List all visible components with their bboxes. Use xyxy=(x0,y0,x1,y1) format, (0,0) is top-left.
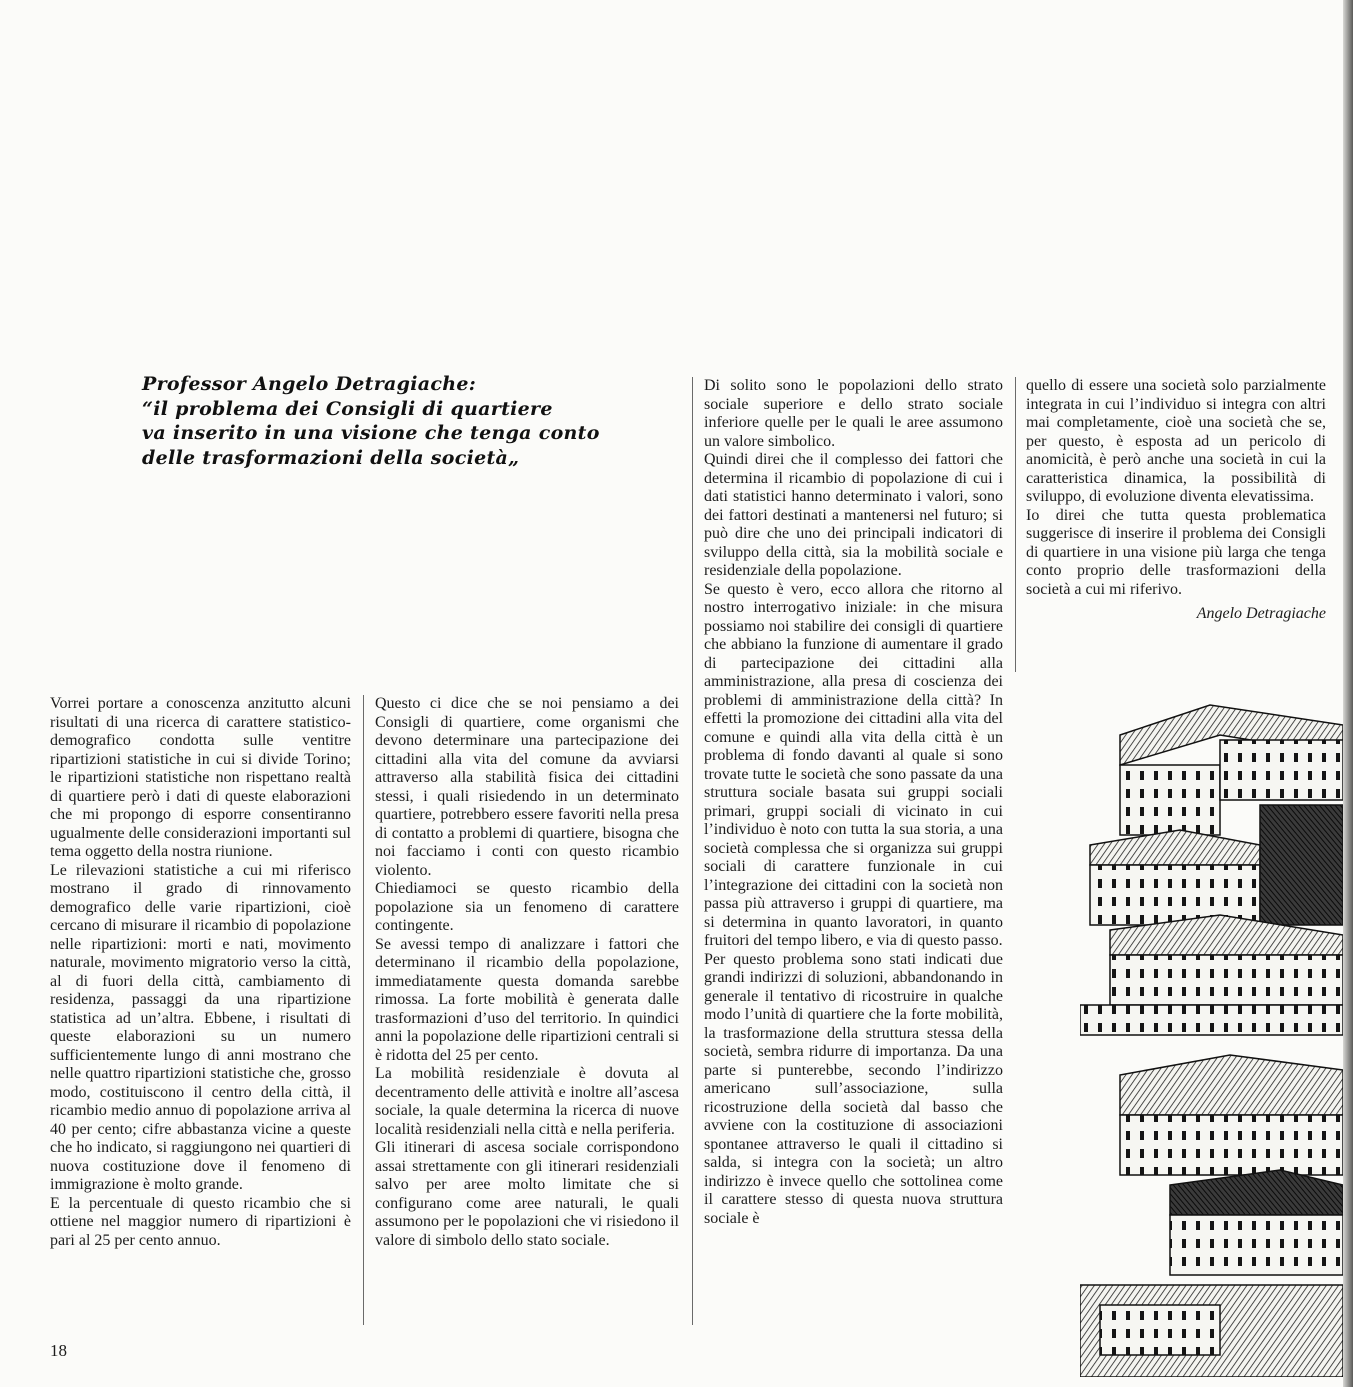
article-headline xyxy=(142,372,687,470)
text-column-1 xyxy=(50,695,351,1250)
page-number: 18 xyxy=(50,1341,67,1360)
column-rule xyxy=(363,695,364,1325)
paragraph: Questo ci dice che se noi pensiamo a dei Consigli di quartiere, come organismi che devono determinare una partecipazione dei cittadini alla vita del comune da avviarsi attraverso alla stabilità fisica dei cittadini stessi, i quali risiedendo in un determinato quartiere, potrebbero essere favoriti nella presa di contatto a problemi di quartiere, bisogna che noi facciamo i conti con questo ricambio violento. xyxy=(375,695,679,879)
paragraph: La mobilità residenziale è dovuta al decentramento delle attività e inoltre all’ascesa sociale, la quale determina la ricerca di nuove località residenziali nella città e nella periferia. xyxy=(375,1065,679,1138)
column-rule xyxy=(692,377,693,1325)
paragraph: quello di essere una società solo parzialmente integrata in cui l’individuo si integra con altri mai completamente, cioè una società che se, per questo, è esposta ad un pericolo di anomicità, è però anche una società in cui la caratteristica dinamica, la possibilità di sviluppo, di evoluzione diventa elevatissima. xyxy=(1026,377,1326,505)
paragraph: Quindi direi che il complesso dei fattori che determina il ricambio di popolazione di cui i dati statistici hanno determinato i valori, sono dei fattori destinati a mantenersi nel futuro; si può dire che uno dei principali indicatori di sviluppo della città, sia la mobilità sociale e residenziale della popolazione. xyxy=(704,451,1003,579)
text-column-2 xyxy=(375,695,679,1250)
author-signature: Angelo Detragiache xyxy=(1196,605,1326,622)
paragraph: Se avessi tempo di analizzare i fattori che determinano il ricambio della popolazione, immediatamente questa domanda sarebbe rimossa. La forte mobilità è generata dalle trasformazioni d’uso del territorio. In quindici anni la popolazione delle ripartizioni centrali si è ridotta del 25 per cento. xyxy=(375,935,679,1064)
column-rule xyxy=(1015,377,1016,672)
text-column-4 xyxy=(1026,377,1326,624)
building-group-upper xyxy=(1080,705,1343,1035)
paragraph: Chiediamoci se questo ricambio della popolazione sia un fenomeno di carattere contingente. xyxy=(375,880,679,934)
headline-line: va inserito in una visione che tenga conto xyxy=(142,422,600,444)
paragraph: Gli itinerari di ascesa sociale corrispondono assai strettamente con gli itinerari residenziali salvo per aree molto limitate che si configurano come aree naturali, le quali assumono per le popolazioni che vi risiedono il valore di simbolo dello stato sociale. xyxy=(375,1139,679,1249)
page-edge-shadow xyxy=(1343,0,1353,1387)
illustration-gap xyxy=(1080,1040,1343,1060)
headline-line: Professor Angelo Detragiache: xyxy=(142,373,477,395)
paragraph: Vorrei portare a conoscenza anzitutto alcuni risultati di una ricerca di carattere statistico-demografico condotta sulle ventitre ripartizioni statistiche in cui si divide Torino; le ripartizioni statistiche non rispettano realtà di quartiere però i dati di queste elaborazioni che mi propongo di esporre consentiranno ugualmente delle considerazioni importanti sul tema oggetto della nostra riunione. xyxy=(50,695,351,860)
paragraph: Per questo problema sono stati indicati due grandi indirizzi di soluzioni, abbandonando in generale il tentativo di ricostruire in qualche modo l’unità di quartiere che la forte mobilità, la trasformazione della struttura stessa della società, sembra ridurre di importanza. Da una parte si punterebbe, secondo l’indirizzo americano sull’associazione, sulla ricostruzione della società dal basso che avviene con la costituzione di associazioni spontanee attraverso le quali il cittadino si salda, si integra con la società; un altro indirizzo è invece quello che sottolinea come il carattere stesso di questa nuova struttura sociale è xyxy=(704,950,1003,1227)
headline-line: delle trasformazioni della società„ xyxy=(142,446,520,469)
headline-line: “il problema dei Consigli di quartiere xyxy=(142,397,553,420)
city-engraving-illustration xyxy=(1080,695,1343,1377)
building-group-lower xyxy=(1080,1055,1343,1377)
paragraph: Se questo è vero, ecco allora che ritorno al nostro interrogativo iniziale: in che misura possiamo noi stabilire dei consigli di quartiere che abbiano la funzione di aumentare il grado di partecipazione dei cittadini alla amministrazione, alla presa di coscienza dei problemi di amministrazione della città? In effetti la promozione dei cittadini alla vita del comune e quindi alla vita della città è un problema di fondo davanti al quale si sono trovate tutte le società che sono passate da una struttura sociale basata sui gruppi sociali primari, gruppi sociali di vicinato in cui l’individuo è noto con tutta la sua storia, a una società complessa che si organizza sui gruppi sociali di carattere funzionale in cui l’integrazione dei cittadini con la società non passa più attraverso i gruppi di quartiere, ma si determina in quanto lavoratori, in quanto fruitori del tempo libero, e via di questo passo. xyxy=(704,580,1003,949)
paragraph: Di solito sono le popolazioni dello strato sociale superiore e dello strato sociale inferiore quelle per le quali le aree assumono un valore simbolico. xyxy=(704,377,1003,450)
paragraph: Le rilevazioni statistiche a cui mi riferisco mostrano il grado di rinnovamento demografico delle varie ripartizioni, cioè cercano di misurare il ricambio di popolazione nelle ripartizioni: morti e nati, movimento naturale, movimento migratorio verso la città, al di fuori della città, cambiamento di residenza, passaggi da una ripartizione statistica ad un’altra. Ebbene, i risultati di queste elaborazioni su un numero sufficientemente lungo di anni mostrano che nelle quattro ripartizioni statistiche che, grosso modo, costituiscono il centro della città, il ricambio medio annuo di popolazione arriva al 40 per cento; cifre abbastanza vicine a queste che ho indicato, si raggiungono nei quartieri di nuova costituzione dove il fenomeno di immigrazione è molto grande. xyxy=(50,861,351,1193)
text-column-3 xyxy=(704,377,1003,1228)
paragraph: E la percentuale di questo ricambio che si ottiene nel maggior numero di ripartizioni è pari al 25 per cento annuo. xyxy=(50,1194,351,1249)
paragraph: Io direi che tutta questa problematica suggerisce di inserire il problema dei Consigli di quartiere in una visione più larga che tenga conto proprio delle trasformazioni della società a cui mi riferivo. xyxy=(1026,506,1326,598)
